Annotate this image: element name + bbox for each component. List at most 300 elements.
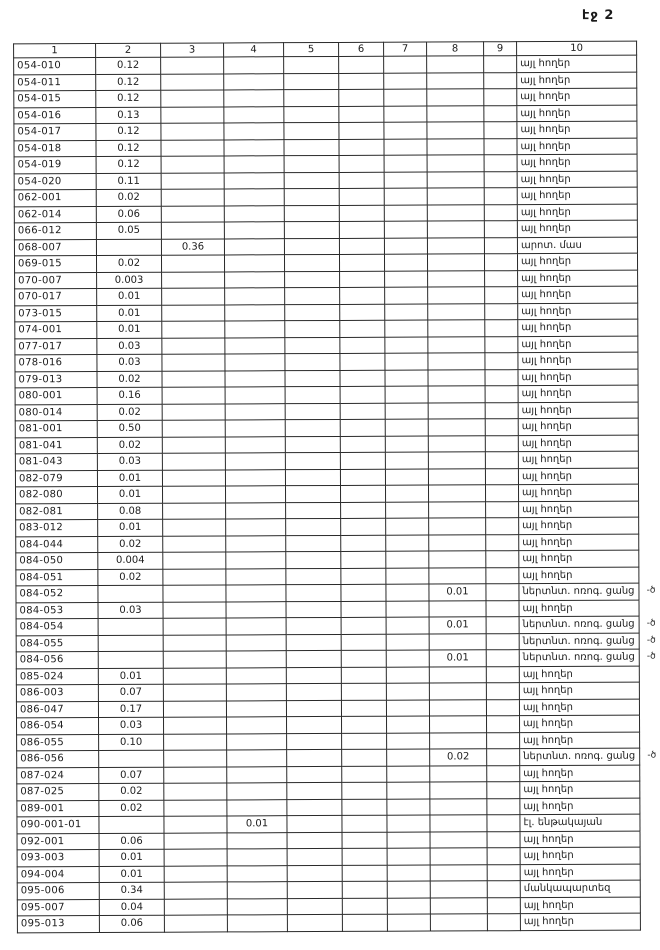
- parcel-code-cell: 073-015: [15, 305, 97, 322]
- land-use-label: այլ հողեր: [521, 371, 572, 383]
- value-cell-col2: 0.13: [96, 107, 161, 124]
- land-use-label: այլ հողեր: [521, 288, 572, 301]
- value-cell-col6: [341, 683, 386, 700]
- land-use-cell: [520, 765, 640, 782]
- value-cell-col7: [384, 139, 427, 156]
- value-cell-col7: [384, 122, 427, 139]
- land-use-label: այլ հողեր: [521, 420, 572, 433]
- margin-annotation: -ծ: [646, 651, 656, 662]
- land-use-cell: [518, 369, 638, 386]
- parcel-code-cell: 080-001: [15, 388, 97, 405]
- value-cell-col9: [485, 402, 518, 419]
- land-use-cell: [517, 237, 637, 254]
- value-cell-col7: [386, 683, 429, 700]
- value-cell-col4: [225, 453, 285, 470]
- value-cell-col6: [341, 667, 386, 684]
- value-cell-col6: [342, 766, 387, 783]
- value-cell-col9: [486, 567, 519, 584]
- value-cell-col2: 0.08: [98, 503, 163, 520]
- land-use-label: էլ. ենթակայան: [523, 816, 603, 829]
- value-cell-col2: 0.10: [99, 734, 164, 751]
- parcel-code-cell: 095-013: [17, 915, 99, 932]
- value-cell-col8: [429, 501, 486, 518]
- land-use-label: այլ հողեր: [522, 486, 573, 499]
- value-cell-col6: [341, 535, 386, 552]
- value-cell-col7: [387, 815, 430, 832]
- value-cell-col8: [428, 468, 485, 485]
- value-cell-col8: [427, 221, 484, 238]
- value-cell-col5: [284, 205, 339, 222]
- value-cell-col8: [428, 303, 485, 320]
- value-cell-col5: [287, 733, 342, 750]
- value-cell-col6: [341, 568, 386, 585]
- value-cell-col4: [225, 288, 285, 305]
- value-cell-col2: 0.01: [99, 866, 164, 883]
- value-cell-col5: [287, 716, 342, 733]
- value-cell-col4: [227, 898, 287, 915]
- value-cell-col2: 0.02: [97, 437, 162, 454]
- land-use-cell: [518, 484, 638, 501]
- value-cell-col2: 0.01: [99, 849, 164, 866]
- value-cell-col6: [340, 419, 385, 436]
- margin-annotation: -ծ: [646, 618, 656, 629]
- value-cell-col2: [99, 816, 164, 833]
- value-cell-col6: [342, 733, 387, 750]
- value-cell-col7: [384, 254, 427, 271]
- value-cell-col2: 0.03: [97, 338, 162, 355]
- value-cell-col2: 0.02: [97, 404, 162, 421]
- land-use-label: այլ հողեր: [520, 255, 572, 268]
- value-cell-col9: [484, 171, 517, 188]
- value-cell-col8: [430, 716, 487, 733]
- value-cell-col4: [224, 205, 284, 222]
- value-cell-col9: [484, 138, 517, 155]
- value-cell-col8: [428, 287, 485, 304]
- value-cell-col9: [485, 419, 518, 436]
- land-use-label: այլ հողեր: [520, 57, 571, 70]
- land-use-cell: [519, 517, 639, 534]
- land-use-cell: [518, 418, 638, 435]
- value-cell-col5: [286, 634, 341, 651]
- value-cell-col4: [224, 222, 284, 239]
- value-cell-col2: 0.02: [98, 536, 163, 553]
- value-cell-col4: [227, 832, 287, 849]
- value-cell-col2: [98, 618, 163, 635]
- value-cell-col4: [224, 123, 284, 140]
- value-cell-col5: [285, 370, 340, 387]
- value-cell-col6: [339, 155, 384, 172]
- value-cell-col4: [226, 634, 286, 651]
- value-cell-col3: [161, 106, 224, 123]
- value-cell-col8: [427, 171, 484, 188]
- land-use-label: ներտնտ. ոռոգ. ցանց: [522, 585, 635, 598]
- land-use-cell: [518, 468, 638, 485]
- value-cell-col7: [385, 419, 428, 436]
- value-cell-col9: [485, 369, 518, 386]
- value-cell-col3: [162, 453, 225, 470]
- value-cell-col8: [427, 188, 484, 205]
- value-cell-col9: [487, 765, 520, 782]
- land-use-label: այլ հողեր: [520, 222, 571, 235]
- value-cell-col7: [386, 700, 429, 717]
- parcel-code-cell: 084-056: [16, 651, 98, 668]
- land-use-cell: [517, 154, 637, 171]
- parcel-code-cell: 087-025: [17, 783, 99, 800]
- value-cell-col3: [161, 73, 224, 90]
- value-cell-col7: [386, 601, 429, 618]
- value-cell-col3: [164, 733, 227, 750]
- value-cell-col9: [487, 831, 520, 848]
- parcel-code-cell: 081-001: [15, 421, 97, 438]
- value-cell-col3: [161, 189, 224, 206]
- value-cell-col3: 0.36: [161, 238, 224, 255]
- parcel-code-cell: 069-015: [14, 256, 96, 273]
- value-cell-col5: [286, 551, 341, 568]
- parcel-code-cell: 054-011: [14, 74, 96, 91]
- value-cell-col5: [284, 106, 339, 123]
- land-use-label: այլ հողեր: [521, 338, 572, 350]
- value-cell-col5: [287, 898, 342, 915]
- value-cell-col4: [227, 915, 287, 932]
- value-cell-col6: [342, 881, 387, 898]
- value-cell-col6: [341, 601, 386, 618]
- value-cell-col9: [485, 452, 518, 469]
- value-cell-col9: [484, 237, 517, 254]
- value-cell-col5: [286, 700, 341, 717]
- value-cell-col8: [427, 89, 484, 106]
- value-cell-col4: [224, 90, 284, 107]
- column-header-1: 1: [14, 44, 96, 58]
- value-cell-col8: [428, 419, 485, 436]
- value-cell-col8: [429, 551, 486, 568]
- value-cell-col4: [227, 882, 287, 899]
- parcel-code-cell: 084-044: [16, 536, 98, 553]
- value-cell-col2: [98, 585, 163, 602]
- value-cell-col7: [387, 749, 430, 766]
- land-use-label: այլ հողեր: [523, 833, 574, 845]
- value-cell-col4: [224, 156, 284, 173]
- value-cell-col3: [162, 271, 225, 288]
- value-cell-col7: [386, 617, 429, 634]
- value-cell-col2: 0.06: [99, 833, 164, 850]
- value-cell-col5: [287, 766, 342, 783]
- land-use-label: այլ հողեր: [522, 602, 573, 614]
- value-cell-col5: [284, 56, 339, 73]
- value-cell-col9: [484, 155, 517, 172]
- value-cell-col9: [486, 666, 519, 683]
- value-cell-col7: [386, 551, 429, 568]
- value-cell-col5: [286, 568, 341, 585]
- value-cell-col8: [429, 683, 486, 700]
- value-cell-col6: [340, 320, 385, 337]
- value-cell-col7: [384, 106, 427, 123]
- parcel-code-cell: 070-017: [15, 289, 97, 306]
- value-cell-col7: [385, 320, 428, 337]
- value-cell-col8: [427, 237, 484, 254]
- value-cell-col8: [427, 56, 484, 73]
- value-cell-col7: [386, 535, 429, 552]
- value-cell-col5: [284, 221, 339, 238]
- parcel-code-cell: 086-056: [17, 750, 99, 767]
- parcel-code-cell: 086-003: [16, 684, 98, 701]
- value-cell-col8: [428, 320, 485, 337]
- value-cell-col8: [429, 666, 486, 683]
- land-use-label: այլ հողեր: [521, 437, 572, 449]
- value-cell-col8: [428, 402, 485, 419]
- parcel-code-cell: 084-051: [16, 569, 98, 586]
- value-cell-col2: 0.06: [99, 915, 164, 932]
- value-cell-col5: [287, 832, 342, 849]
- value-cell-col2: 0.12: [96, 140, 161, 157]
- value-cell-col3: [164, 799, 227, 816]
- value-cell-col6: [339, 238, 384, 255]
- land-use-cell: [517, 220, 637, 237]
- land-use-cell: [520, 847, 640, 864]
- value-cell-col4: [227, 750, 287, 767]
- value-cell-col7: [384, 89, 427, 106]
- value-cell-col9: [486, 650, 519, 667]
- land-use-cell: [520, 913, 640, 930]
- parcel-code-cell: 081-043: [15, 454, 97, 471]
- value-cell-col4: [225, 337, 285, 354]
- value-cell-col6: [342, 815, 387, 832]
- land-use-label: այլ հողեր: [520, 140, 571, 152]
- land-use-label: այլ հողեր: [521, 453, 572, 466]
- parcel-code-cell: 054-018: [14, 140, 96, 157]
- value-cell-col8: [428, 386, 485, 403]
- value-cell-col3: [161, 57, 224, 74]
- land-use-label: այլ հողեր: [523, 783, 574, 796]
- value-cell-col7: [384, 238, 427, 255]
- value-cell-col5: [285, 436, 340, 453]
- value-cell-col5: [287, 782, 342, 799]
- value-cell-col8: [428, 270, 485, 287]
- value-cell-col8: [430, 897, 487, 914]
- value-cell-col7: [385, 271, 428, 288]
- value-cell-col4: [225, 321, 285, 338]
- value-cell-col2: [98, 635, 163, 652]
- value-cell-col5: [287, 815, 342, 832]
- value-cell-col8: 0.01: [429, 584, 486, 601]
- value-cell-col3: [161, 90, 224, 107]
- land-use-cell: [520, 814, 640, 831]
- column-header-10: 10: [517, 41, 637, 56]
- land-use-cell: [517, 121, 637, 138]
- value-cell-col9: [486, 518, 519, 535]
- value-cell-col3: [162, 469, 225, 486]
- value-cell-col4: [226, 601, 286, 618]
- land-use-cell: [518, 270, 638, 287]
- value-cell-col5: [284, 155, 339, 172]
- land-use-cell: [517, 55, 637, 72]
- value-cell-col3: [161, 205, 224, 222]
- value-cell-col2: 0.17: [98, 701, 163, 718]
- value-cell-col2: 0.01: [97, 470, 162, 487]
- value-cell-col7: [387, 832, 430, 849]
- value-cell-col2: 0.02: [99, 783, 164, 800]
- value-cell-col6: [340, 436, 385, 453]
- land-use-cell: [518, 435, 638, 452]
- value-cell-col9: [487, 897, 520, 914]
- value-cell-col7: [384, 155, 427, 172]
- value-cell-col6: [339, 205, 384, 222]
- value-cell-col2: 0.06: [96, 206, 161, 223]
- land-use-cell: [519, 682, 639, 699]
- value-cell-col8: [427, 122, 484, 139]
- value-cell-col9: [487, 881, 520, 898]
- value-cell-col2: 0.03: [97, 453, 162, 470]
- value-cell-col4: [225, 304, 285, 321]
- parcel-code-cell: 054-019: [14, 157, 96, 174]
- value-cell-col8: [428, 435, 485, 452]
- value-cell-col5: [284, 122, 339, 139]
- value-cell-col2: 0.004: [98, 552, 163, 569]
- value-cell-col2: 0.05: [96, 222, 161, 239]
- value-cell-col8: [428, 452, 485, 469]
- value-cell-col7: [385, 485, 428, 502]
- land-use-cell: [519, 534, 639, 551]
- value-cell-col6: [340, 287, 385, 304]
- value-cell-col7: [387, 799, 430, 816]
- value-cell-col5: [287, 865, 342, 882]
- column-header-4: 4: [224, 43, 284, 57]
- value-cell-col5: [285, 419, 340, 436]
- value-cell-col3: [164, 766, 227, 783]
- parcel-code-cell: 081-041: [15, 437, 97, 454]
- value-cell-col9: [487, 798, 520, 815]
- value-cell-col3: [163, 700, 226, 717]
- value-cell-col7: [385, 370, 428, 387]
- value-cell-col6: [339, 122, 384, 139]
- value-cell-col9: [484, 254, 517, 271]
- value-cell-col7: [387, 733, 430, 750]
- value-cell-col2: 0.11: [96, 173, 161, 190]
- parcel-code-cell: 082-079: [15, 470, 97, 487]
- value-cell-col5: [286, 617, 341, 634]
- value-cell-col6: [339, 73, 384, 90]
- value-cell-col3: [162, 486, 225, 503]
- value-cell-col2: 0.12: [96, 123, 161, 140]
- parcel-code-cell: 084-052: [16, 586, 98, 603]
- value-cell-col2: 0.02: [97, 371, 162, 388]
- land-use-cell: [519, 550, 639, 567]
- value-cell-col2: 0.16: [97, 387, 162, 404]
- value-cell-col9: [485, 435, 518, 452]
- value-cell-col5: [286, 683, 341, 700]
- parcel-code-cell: 078-016: [15, 355, 97, 372]
- value-cell-col9: [486, 633, 519, 650]
- value-cell-col6: [339, 106, 384, 123]
- page-number: էջ 2: [581, 7, 615, 24]
- value-cell-col3: [163, 502, 226, 519]
- value-cell-col8: [427, 72, 484, 89]
- value-cell-col5: [286, 535, 341, 552]
- value-cell-col5: [287, 914, 342, 931]
- land-use-label: այլ հողեր: [521, 470, 573, 482]
- value-cell-col3: [161, 255, 224, 272]
- land-use-label: ներտնտ. ոռոգ. ցանց: [522, 618, 635, 631]
- value-cell-col8: [428, 369, 485, 386]
- value-cell-col8: [430, 782, 487, 799]
- value-cell-col9: [486, 617, 519, 634]
- land-use-cell: [517, 138, 637, 155]
- value-cell-col6: [342, 749, 387, 766]
- value-cell-col4: [225, 486, 285, 503]
- value-cell-col4: [225, 354, 285, 371]
- land-use-cell: [518, 286, 638, 303]
- value-cell-col5: [285, 353, 340, 370]
- value-cell-col4: [227, 733, 287, 750]
- land-use-label: այլ հողեր: [522, 536, 573, 548]
- value-cell-col7: [385, 353, 428, 370]
- value-cell-col6: [340, 403, 385, 420]
- value-cell-col2: 0.01: [98, 519, 163, 536]
- parcel-code-cell: 079-013: [15, 371, 97, 388]
- value-cell-col7: [387, 865, 430, 882]
- parcel-code-cell: 082-080: [15, 487, 97, 504]
- value-cell-col4: [225, 370, 285, 387]
- value-cell-col7: [385, 386, 428, 403]
- value-cell-col4: [226, 552, 286, 569]
- value-cell-col9: [487, 848, 520, 865]
- land-use-cell: [519, 649, 656, 666]
- land-use-label: այլ հողեր: [520, 90, 571, 103]
- value-cell-col2: 0.02: [99, 800, 164, 817]
- value-cell-col2: 0.12: [96, 74, 161, 91]
- value-cell-col6: [341, 518, 386, 535]
- value-cell-col5: [287, 749, 342, 766]
- value-cell-col2: 0.07: [98, 684, 163, 701]
- parcel-code-cell: 085-024: [16, 668, 98, 685]
- value-cell-col2: 0.12: [96, 57, 161, 74]
- value-cell-col2: 0.003: [97, 272, 162, 289]
- value-cell-col5: [284, 188, 339, 205]
- land-use-label: այլ հողեր: [521, 305, 572, 317]
- land-use-label: այլ հողեր: [520, 189, 571, 202]
- land-use-cell: [517, 187, 637, 204]
- value-cell-col4: [226, 585, 286, 602]
- value-cell-col7: [386, 584, 429, 601]
- value-cell-col4: [227, 717, 287, 734]
- value-cell-col7: [384, 188, 427, 205]
- value-cell-col9: [485, 353, 518, 370]
- value-cell-col9: [487, 914, 520, 931]
- value-cell-col3: [164, 898, 227, 915]
- margin-annotation: -ծ: [646, 635, 656, 646]
- value-cell-col8: [429, 600, 486, 617]
- land-use-label: այլ հողեր: [521, 387, 572, 400]
- value-cell-col3: [164, 783, 227, 800]
- parcel-code-cell: 068-007: [14, 239, 96, 256]
- value-cell-col6: [340, 386, 385, 403]
- value-cell-col9: [486, 534, 519, 551]
- value-cell-col9: [487, 749, 520, 766]
- land-use-label: այլ հողեր: [522, 684, 573, 697]
- parcel-code-cell: 084-050: [16, 553, 98, 570]
- value-cell-col7: [387, 848, 430, 865]
- value-cell-col4: [224, 57, 284, 74]
- value-cell-col7: [386, 518, 429, 535]
- value-cell-col9: [486, 699, 519, 716]
- value-cell-col3: [164, 832, 227, 849]
- land-use-label: այլ հողեր: [521, 321, 572, 334]
- land-use-label: այլ հողեր: [522, 668, 573, 680]
- column-header-8: 8: [427, 42, 484, 56]
- value-cell-col9: [486, 600, 519, 617]
- value-cell-col3: [163, 585, 226, 602]
- value-cell-col6: [342, 914, 387, 931]
- column-header-7: 7: [384, 42, 427, 56]
